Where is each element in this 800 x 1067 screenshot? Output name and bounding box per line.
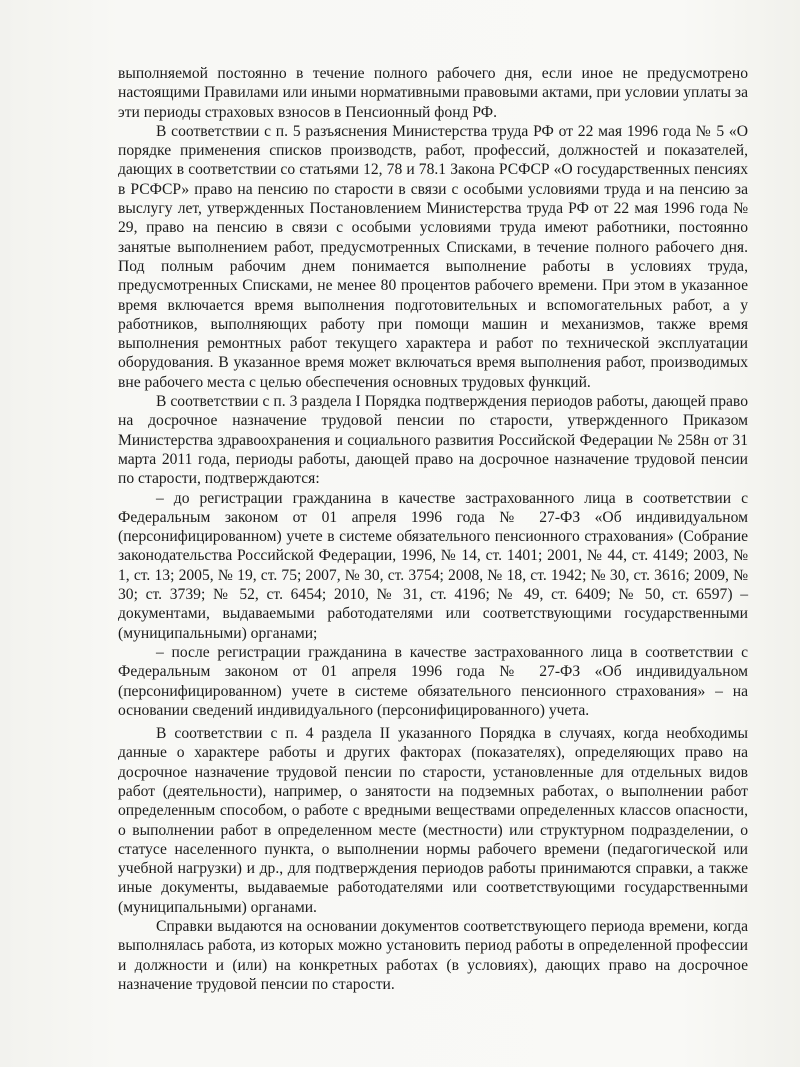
paragraph-order-section-1: В соответствии с п. 3 раздела I Порядка подтверждения периодов работы, дающей право на досрочное назначение трудовой пенсии по старости, утвержденного Приказом Министерства здравоохранения и социального развития Российской Федерации № 258н от 31 марта 2011 года, периоды работы, дающей право на досрочное назначение трудовой пенсии по старости, подтверждаются:: [118, 393, 748, 488]
paragraph-explanation-mintrud: В соответствии с п. 5 разъяснения Министерства труда РФ от 22 мая 1996 года № 5 «О порядке применения списков производств, работ, профессий, должностей и показателей, дающих в соответствии со статьями 12, 78 и 78.1 Закона РСФСР «О государственных пенсиях в РСФСР» право на пенсию по старости в связи с особыми условиями труда и на пенсию за выслугу лет, утвержденных Постановлением Министерства труда РФ от 22 мая 1996 года № 29, право на пенсию в связи с особыми условиями труда имеют работники, постоянно занятые выполнением работ, предусмотренных Списками, в течение полного рабочего дня. Под полным рабочим днем понимается выполнение работы в условиях труда, предусмотренных Списками, не менее 80 процентов рабочего времени. При этом в указанное время включается время выполнения подготовительных и вспомогательных работ, а у работников, выполняющих работу при помощи машин и механизмов, также время выполнения ремонтных работ текущего характера и работ по технической эксплуатации оборудования. В указанное время может включаться время выполнения работ, производимых вне рабочего места с целью обеспечения основных трудовых функций.: [118, 122, 748, 391]
paragraph-certificates: Справки выдаются на основании документов соответствующего периода времени, когда выполнялась работа, из которых можно установить период работы в определенной профессии и должности и (или) на конкретных работах (в условиях), дающих право на досрочное назначение трудовой пенсии по старости.: [118, 918, 748, 993]
paragraph-order-section-2: В соответствии с п. 4 раздела II указанного Порядка в случаях, когда необходимы данные о характере работы и других факторах (показателях), определяющих право на досрочное назначение трудовой пенсии по старости, установленные для отдельных видов работ (деятельности), например, о занятости на подземных работах, о выполнении работ определенным способом, о работе с вредными веществами определенных классов опасности, о выполнении работ в определенном месте (местности) или структурном подразделении, о статусе населенного пункта, о выполнении нормы рабочего времени (педагогической или учебной нагрузки) и др., для подтверждения периодов работы принимаются справки, а также иные документы, выдаваемые работодателями или соответствующими государственными (муниципальными) органами.: [118, 725, 748, 916]
paragraph-continuation: выполняемой постоянно в течение полного рабочего дня, если иное не предусмотрено настоящими Правилами или иными нормативными правовыми актами, при условии уплаты за эти периоды страховых взносов в Пенсионный фонд РФ.: [118, 65, 748, 121]
list-item-after-registration: – после регистрации гражданина в качестве застрахованного лица в соответствии с Федеральным законом от 01 апреля 1996 года № 27-ФЗ «Об индивидуальном (персонифицированном) учете в системе обязательного пенсионного страхования» – на основании сведений индивидуального (персонифицированного) учета.: [118, 643, 748, 719]
list-item-before-registration: – до регистрации гражданина в качестве застрахованного лица в соответствии с Федеральным законом от 01 апреля 1996 года № 27-ФЗ «Об индивидуальном (персонифицированном) учете в системе обязательного пенсионного страхования» (Собрание законодательства Российской Федерации, 1996, № 14, ст. 1401; 2001, № 44, ст. 4149; 2003, № 1, ст. 13; 2005, № 19, ст. 75; 2007, № 30, ст. 3754; 2008, № 18, ст. 1942; № 30, ст. 3616; 2009, № 30; ст. 3739; № 52, ст. 6454; 2010, № 31, ст. 4196; № 49, ст. 6409; № 50, ст. 6597) – документами, выдаваемыми работодателями или соответствующими государственными (муниципальными) органами;: [118, 489, 748, 642]
document-body: [118, 64, 748, 994]
